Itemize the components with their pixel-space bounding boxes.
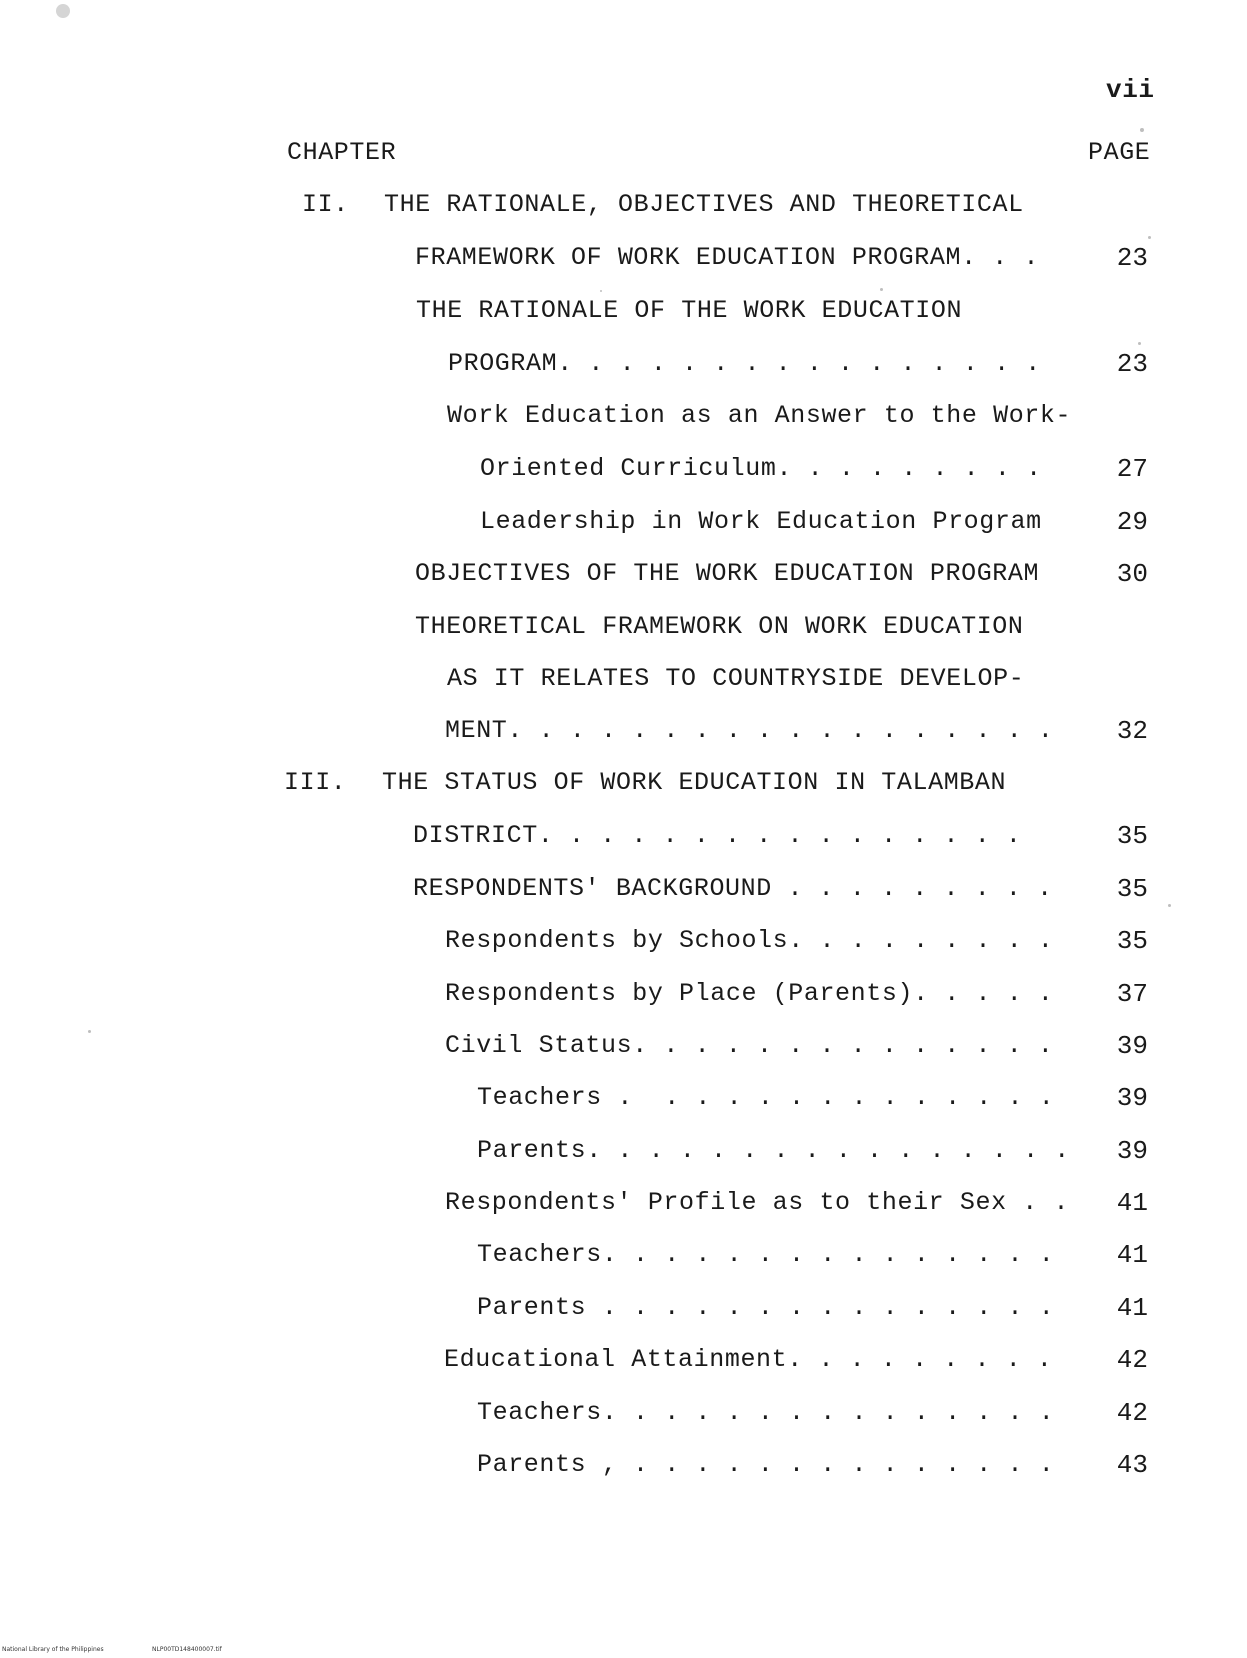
entry-text: Parents , . . . . . . . . . . . . . . [477, 1450, 1055, 1479]
entry-text: THE RATIONALE, OBJECTIVES AND THEORETICAL [384, 190, 1024, 219]
entry-text: RESPONDENTS' BACKGROUND . . . . . . . . . [413, 874, 1053, 903]
scan-speck [1140, 128, 1144, 132]
entry-page: 39 [1116, 1031, 1148, 1061]
entry-page: 35 [1116, 926, 1148, 956]
entry-page: 39 [1116, 1083, 1148, 1113]
entry-text: FRAMEWORK OF WORK EDUCATION PROGRAM. . . [415, 243, 1040, 272]
entry-page: 23 [1116, 243, 1148, 273]
scan-speck [56, 4, 70, 18]
entry-text: Respondents' Profile as to their Sex . . [445, 1188, 1070, 1217]
entry-page: 37 [1116, 979, 1148, 1009]
chapter-numeral: III. [284, 768, 347, 797]
entry-text: Respondents by Place (Parents). . . . . [445, 979, 1054, 1008]
page-column-label: PAGE [1088, 138, 1151, 167]
entry-page: 42 [1116, 1398, 1148, 1428]
entry-text: Educational Attainment. . . . . . . . . [444, 1345, 1053, 1374]
chapter-column-label: CHAPTER [287, 138, 397, 167]
entry-page: 35 [1116, 821, 1148, 851]
entry-page: 43 [1116, 1450, 1148, 1480]
entry-page: 39 [1116, 1136, 1148, 1166]
scan-speck [1138, 342, 1141, 345]
entry-text: AS IT RELATES TO COUNTRYSIDE DEVELOP- [447, 664, 1025, 693]
footer-file: NLP00TD148400007.tif [152, 1646, 222, 1653]
entry-page: 29 [1116, 507, 1148, 537]
entry-text: Parents. . . . . . . . . . . . . . . . [477, 1136, 1070, 1165]
entry-page: 30 [1116, 559, 1148, 589]
entry-page: 41 [1116, 1188, 1148, 1218]
entry-text: Oriented Curriculum. . . . . . . . . [480, 454, 1042, 483]
entry-text: Respondents by Schools. . . . . . . . . [445, 926, 1054, 955]
entry-page: 42 [1116, 1345, 1148, 1375]
scan-speck [1148, 236, 1151, 239]
page-number: vii [1106, 75, 1155, 105]
entry-text: Parents . . . . . . . . . . . . . . . [477, 1293, 1055, 1322]
footer-source: National Library of the Philippines [2, 1646, 104, 1653]
entry-text: DISTRICT. . . . . . . . . . . . . . . . [413, 821, 1022, 850]
entry-text: Teachers. . . . . . . . . . . . . . . [477, 1240, 1055, 1269]
entry-text: PROGRAM. . . . . . . . . . . . . . . . [448, 349, 1041, 378]
entry-page: 32 [1116, 716, 1148, 746]
scan-speck [880, 288, 883, 291]
entry-page: 27 [1116, 454, 1148, 484]
scan-speck [88, 1030, 91, 1033]
entry-text: Civil Status. . . . . . . . . . . . . . [445, 1031, 1054, 1060]
entry-text: THEORETICAL FRAMEWORK ON WORK EDUCATION [415, 612, 1024, 641]
entry-text: OBJECTIVES OF THE WORK EDUCATION PROGRAM [415, 559, 1040, 588]
entry-page: 41 [1116, 1240, 1148, 1270]
entry-text: THE RATIONALE OF THE WORK EDUCATION [416, 296, 963, 325]
entry-page: 23 [1116, 349, 1148, 379]
entry-text: Teachers. . . . . . . . . . . . . . . [477, 1398, 1055, 1427]
entry-text: Teachers . . . . . . . . . . . . . . [477, 1083, 1055, 1112]
entry-text: Leadership in Work Education Program [480, 507, 1042, 536]
entry-page: 35 [1116, 874, 1148, 904]
entry-page: 41 [1116, 1293, 1148, 1323]
scan-speck [600, 290, 602, 292]
chapter-numeral: II. [302, 190, 349, 219]
entry-text: THE STATUS OF WORK EDUCATION IN TALAMBAN [382, 768, 1007, 797]
entry-text: Work Education as an Answer to the Work- [447, 401, 1072, 430]
entry-text: MENT. . . . . . . . . . . . . . . . . . [445, 716, 1054, 745]
scan-speck [1168, 904, 1171, 907]
